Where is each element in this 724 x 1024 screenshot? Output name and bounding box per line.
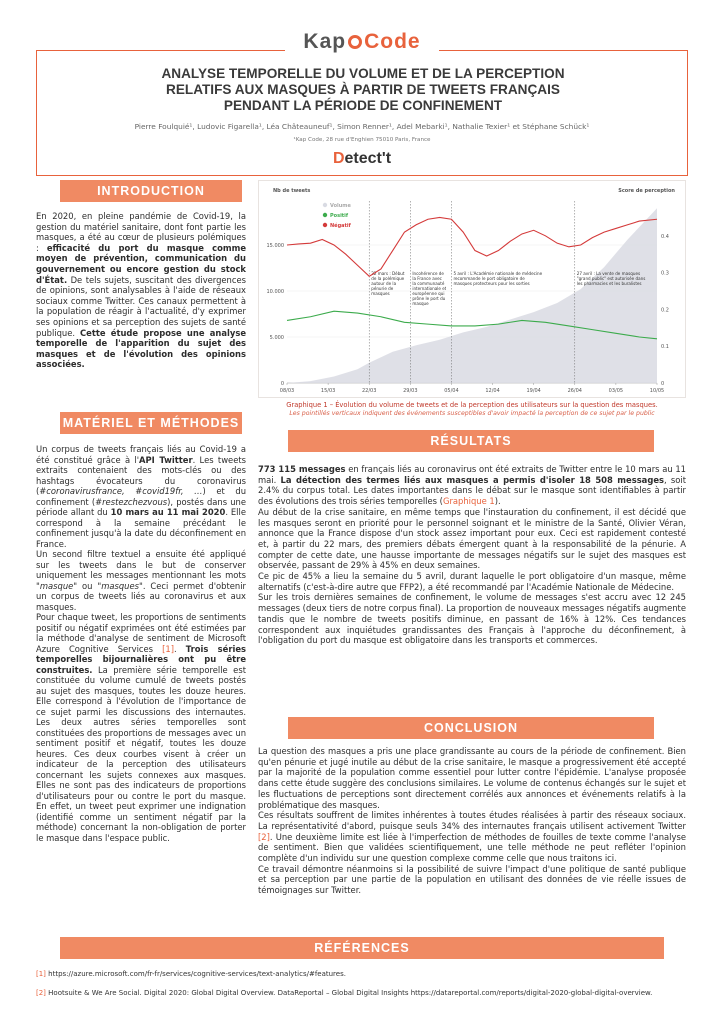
event-annotation [577, 271, 649, 341]
y-right-tick-label: 0.4 [661, 233, 669, 240]
y-left-axis-label: Nb de tweets [273, 188, 311, 194]
x-tick-label: 05/04 [444, 388, 459, 394]
legend-marker [323, 223, 327, 227]
kapcode-logo: Kap Code [303, 30, 421, 53]
section-results: RÉSULTATS [288, 430, 654, 452]
methods-text: Un corpus de tweets français liés au Covid-19 a été constitué grâce à l'API Twitter. Les tweets extraits contenaient des mots-clés ou des hashtags évocateurs du coronavirus (#coronavirusfrance, #covid19fr, …) et du confinement (#restezchezvous), postés dans une période allant du 10 mars au 11 mai 2020. Elle correspond à la semaine précédant le confinement jusqu'à la date du déconfinement en France. Un second filtre textuel a ensuite été appliqué sur les tweets dans le but de conserver uniquement les messages mentionnant les mots "masque" ou "masques". Ceci permet d'obtenir un corpus de tweets liés au coronavirus et aux masques. Pour chaque tweet, les proportions de sentiments positif ou négatif exprimées ont été estimées par la méthode d'analyse de sentiment de Microsoft Azure Cognitive Services [1]. Trois séries temporelles bijournalières ont pu être construites. La première série temporelle est constituée du volume cumulé de tweets postés au sujet des masques, toutes les douze heures. Elle correspond à l'évolution de l'importance de ce sujet parmi les discussions des internautes. Les deux autres séries temporelles sont constituées des proportions de messages avec un sentiment positif et négatif, toutes les douze heures. Ces deux courbes visent à créer un indicateur de la perception des utilisateurs concernant les sujets connexes aux masques. Elles ne sont pas des indicateurs de proportions d'utilisateurs pour ou contre le port du masque. En effet, un tweet peut exprimer une indignation (identifié comme un sentiment négatif par la méthode) concernant la non-obligation de porter le masque dans l'espace public. [36, 444, 247, 843]
event-annotation [371, 271, 405, 341]
reference-2: [2] Hootsuite & We Are Social. Digital 2020: Global Digital Overview. DataReportal – Global Digital Insights https://datareportal.com/reports/digital-2020-global-digital-overview. [36, 989, 653, 997]
figure-subcaption: Les pointillés verticaux indiquent des événements susceptibles d'avoir impacté la perception de ce sujet par le public [289, 410, 655, 417]
conclusion-text: La question des masques a pris une place grandissante au cours de la période de confinement. Bien qu'en pénurie et jugé inutile au début de la crise sanitaire, le masque a progressivement été accepté par la majorité de la population comme essentiel pour lutter contre l'épidémie. L'analyse proposée dans cette étude suggère des conclusions similaires. Le volume de contenus échangés sur le sujet et les fluctuations de perceptions sont directement corrélés aux annonces et événements relatifs à la problématique des masques. Ces résultats souffrent de limites inhérentes à toutes études réalisées à partir des réseaux sociaux. La représentativité d'abord, puisque seuls 34% des internautes français utilisent activement Twitter [2]. Une deuxième limite est liée à l'imperfection de méthodes de fouilles de texte comme l'analyse de sentiment. Bien que validées scientifiquement, une telle méthode ne peut refléter l'opinion complète d'un individu sur une question complexe comme celle que nous traitons ici. Ce travail démontre néanmoins si la possibilité de suivre l'impact d'une politique de santé publique et sa perception par une partie de la population en utilisant des données de vie réelle issues de témoignages sur Twitter. [258, 746, 686, 896]
y-right-tick-label: 0 [661, 381, 665, 387]
section-references: RÉFÉRENCES [60, 937, 664, 959]
event-annotation [453, 271, 543, 341]
x-tick-label: 08/03 [279, 388, 295, 394]
y-left-tick-label: 5.000 [269, 335, 284, 341]
figure-link[interactable]: Graphique 1 [442, 496, 495, 507]
results-text: 773 115 messages en français liés au coronavirus ont été extraits de Twitter entre le 10 mars au 11 mai. La détection des termes liés aux masques a permis d'isoler 18 508 messages, soit 2.4% du corpus total. Les dates importantes dans le débat sur le masque sont identifiables à partir des évolutions des trois séries temporelles (Graphique 1). Au début de la crise sanitaire, en même temps que l'instauration du confinement, il est décidé que les masques seront en priorité pour le personnel soignant et le ministre de la Santé, Olivier Véran, annonce que la France dispose d'un stock assez important pour eux. Ceci est rapidement contesté et, à partir du 22 mars, des premiers débats émergent quant à la responsabilité de la pénurie. A compter de cette date, une hausse importante de messages négatifs sur le sujet des masques est observée, passant de 29% à 45% en deux semaines. Ce pic de 45% a lieu la semaine du 5 avril, durant laquelle le port obligatoire d'un masque, même alternatifs (c'est-à-dire autre que FFP2), a été recommandé par l'Académie Nationale de Médecine. Sur les trois dernières semaines de confinement, le volume de messages s'est accru avec 12 245 messages (deux tiers de notre corpus final). La proportion de nouveaux messages négatifs augmente tandis que le nombre de tweets positifs diminue, en passant de 16% à 12%. Ces tendances correspondent aux inquiétudes grandissantes des Français à l'approche du déconfinement, à l'obligation du port du masque est obligatoire dans les transports et commerces. [258, 464, 686, 646]
figure-1 [258, 180, 686, 398]
event-annotation-text: 22 mars : Début de la polémique autour de la pénurie de masques [371, 271, 405, 296]
ref-link-1[interactable]: [1] [162, 643, 174, 654]
x-tick-label: 29/03 [403, 388, 418, 394]
section-methods: MATÉRIEL ET MÉTHODES [60, 412, 242, 434]
y-left-tick-label: 15.000 [266, 243, 284, 249]
poster-title: ANALYSE TEMPORELLE DU VOLUME ET DE LA PERCEPTION RELATIFS AUX MASQUES À PARTIR DE TWEETS FRANÇAIS PENDANT LA PÉRIODE DE CONFINEMENT [161, 66, 565, 113]
legend-label: Positif [330, 213, 349, 219]
legend-marker [323, 203, 327, 207]
x-tick-label: 10/05 [649, 388, 665, 394]
event-annotation-text: Incohérence de la France avec la communauté internationale et européenne qui prône le port du masque [412, 271, 447, 306]
legend-marker [323, 213, 327, 217]
y-right-tick-label: 0.2 [661, 307, 669, 314]
x-tick-label: 12/04 [485, 388, 500, 394]
section-conclusion: CONCLUSION [288, 717, 654, 739]
event-annotation-text: 5 avril : L'Académie nationale de médecine recommande le port obligatoire de masques protecteurs pour les sorties [453, 271, 543, 286]
reference-1: [1] https://azure.microsoft.com/fr-fr/services/cognitive-services/text-analytics/#features. [36, 970, 346, 978]
detect-logo: Detect't [332, 150, 392, 167]
x-tick-label: 03/05 [608, 388, 624, 394]
x-tick-label: 19/04 [526, 388, 541, 394]
event-annotation [412, 271, 446, 341]
reference-2-text[interactable]: Hootsuite & We Are Social. Digital 2020: Global Digital Overview. DataReportal – Global Digital Insights https://datareportal.com/reports/digital-2020-global-digital-overview. [45, 989, 653, 997]
y-right-tick-label: 0.3 [661, 270, 669, 277]
figure-caption: Graphique 1 – Évolution du volume de tweets et de la perception des utilisateurs sur la question des masques. [286, 401, 658, 409]
reference-1-url[interactable]: https://azure.microsoft.com/fr-fr/services/cognitive-services/text-analytics/#features. [45, 970, 346, 978]
event-annotation-text: 27 avril : La vente de masques "grand public" est autorisée dans les pharmacies et les buralistes [576, 271, 646, 286]
legend-label: Négatif [330, 223, 351, 229]
intro-text: En 2020, en pleine pandémie de Covid-19, la gestion du matériel sanitaire, dont font partie les masques, a été au cœur de plusieurs polémiques : efficacité du port du masque comme moyen de prévention, communication du gouvernement ou encore gestion du stock d'État. De tels sujets, suscitant des divergences de opinions, sont analysables à l'aide de réseaux sociaux comme Twitter. Ces canaux permettent à la population de réagir à l'actualité, d'y exprimer ses opinions et sa perception des sujets de santé publique. Cette étude propose une analyse temporelle de l'apparition du sujet des masques et de l'évolution des opinions associées. [36, 211, 246, 370]
y-right-tick-label: 0.1 [661, 344, 669, 351]
ref-link-2[interactable]: [2] [258, 831, 270, 842]
authors: Pierre Foulquié¹, Ludovic Figarella¹, Léa Châteauneuf¹, Simon Renner¹, Adel Mebarki¹, Nathalie Texier¹ et Stéphane Schück¹ [134, 122, 590, 131]
legend-label: Volume [330, 203, 351, 209]
y-right-axis-label: Score de perception [618, 188, 675, 194]
y-left-tick-label: 10.000 [266, 289, 284, 295]
x-tick-label: 15/03 [320, 388, 336, 394]
x-tick-label: 26/04 [567, 388, 582, 394]
section-introduction: INTRODUCTION [60, 180, 242, 202]
affiliation: ¹Kap Code, 28 rue d'Enghien 75010 Paris, France [293, 137, 431, 143]
y-left-tick-label: 0 [280, 381, 284, 387]
chart-svg [259, 181, 687, 399]
poster-header [36, 50, 688, 176]
x-tick-label: 22/03 [362, 388, 377, 394]
